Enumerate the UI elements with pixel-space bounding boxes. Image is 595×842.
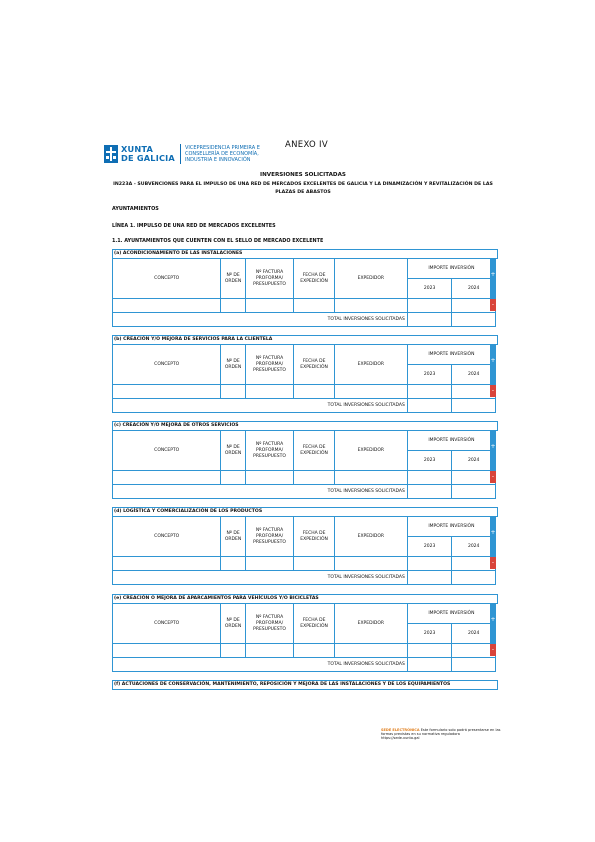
input-orden[interactable] (221, 471, 245, 485)
total-2023[interactable] (407, 658, 452, 672)
col-factura: Nº FACTURA PROFORMA/ PRESUPUESTO (245, 259, 294, 299)
investment-section (112, 507, 497, 587)
input-2023[interactable] (407, 385, 452, 399)
annex-label: ANEXO IV (285, 140, 328, 150)
total-2024[interactable] (452, 485, 496, 499)
remove-row-button[interactable]: - (490, 644, 496, 656)
add-row-button[interactable]: + (490, 258, 496, 298)
input-2024[interactable] (452, 385, 496, 399)
col-importe: IMPORTE INVERSIÓN (407, 345, 495, 365)
input-fecha[interactable] (294, 557, 335, 571)
total-label: TOTAL INVERSIONES SOLICITADAS (113, 313, 408, 327)
col-orden: Nº DE ORDEN (221, 604, 245, 644)
col-importe: IMPORTE INVERSIÓN (407, 259, 495, 279)
total-label: TOTAL INVERSIONES SOLICITADAS (113, 485, 408, 499)
col-concepto: CONCEPTO (113, 517, 221, 557)
input-2024[interactable] (452, 471, 496, 485)
col-factura: Nº FACTURA PROFORMA/ PRESUPUESTO (245, 431, 294, 471)
col-year-2023: 2023 (407, 537, 452, 557)
col-fecha: FECHA DE EXPEDICIÓN (294, 517, 335, 557)
input-expedidor[interactable] (334, 644, 407, 658)
col-year-2023: 2023 (407, 624, 452, 644)
total-2023[interactable] (407, 399, 452, 413)
input-concepto[interactable] (113, 644, 221, 658)
investment-section (112, 249, 497, 329)
section-header: (b) CREACIÓN Y/O MEJORA DE SERVICIOS PARA LA CLIENTELA (112, 335, 498, 345)
col-year-2024: 2024 (452, 365, 496, 385)
col-year-2023: 2023 (407, 451, 452, 471)
input-factura[interactable] (245, 644, 294, 658)
xunta-cross-icon (104, 145, 118, 163)
investment-section (112, 594, 497, 674)
input-2024[interactable] (452, 644, 496, 658)
section-f-header: (f) ACTUACIONES DE CONSERVACIÓN, MANTENIMIENTO, REPOSICIÓN Y MEJORA DE LAS INSTALACIONES Y DE LOS EQUIPAMIENTOS (112, 680, 498, 690)
input-orden[interactable] (221, 299, 245, 313)
logo-divider (180, 144, 181, 164)
col-factura: Nº FACTURA PROFORMA/ PRESUPUESTO (245, 517, 294, 557)
total-2023[interactable] (407, 313, 452, 327)
input-2023[interactable] (407, 471, 452, 485)
page-subtitle: IN223A - SUBVENCIONES PARA EL IMPULSO DE UNA RED DE MERCADOS EXCELENTES DE GALICIA Y LA DINAMIZACIÓN Y REVITALIZACIÓN DE LAS PLAZAS DE ABASTOS (113, 182, 493, 195)
col-fecha: FECHA DE EXPEDICIÓN (294, 604, 335, 644)
input-2024[interactable] (452, 299, 496, 313)
logo-line-2: DE GALICIA (121, 153, 175, 163)
col-year-2024: 2024 (452, 279, 496, 299)
footer (381, 728, 506, 741)
conselleria-line-3: INDUSTRIA E INNOVACIÓN (184, 157, 251, 163)
subline-label: 1.1. AYUNTAMIENTOS QUE CUENTEN CON EL SELLO DE MERCADO EXCELENTE (112, 238, 324, 244)
input-concepto[interactable] (113, 557, 221, 571)
col-expedidor: EXPEDIDOR (334, 431, 407, 471)
total-2023[interactable] (407, 485, 452, 499)
col-year-2023: 2023 (407, 365, 452, 385)
remove-row-button[interactable]: - (490, 557, 496, 569)
line-label: LÍNEA 1. IMPULSO DE UNA RED DE MERCADOS EXCELENTES (112, 223, 276, 229)
total-2024[interactable] (452, 658, 496, 672)
col-year-2024: 2024 (452, 451, 496, 471)
input-expedidor[interactable] (334, 557, 407, 571)
col-concepto: CONCEPTO (113, 259, 221, 299)
add-row-button[interactable]: + (490, 603, 496, 643)
header (104, 142, 281, 166)
col-expedidor: EXPEDIDOR (334, 604, 407, 644)
col-factura: Nº FACTURA PROFORMA/ PRESUPUESTO (245, 604, 294, 644)
col-expedidor: EXPEDIDOR (334, 345, 407, 385)
conselleria-line-1: VICEPRESIDENCIA PRIMEIRA E (184, 145, 260, 151)
input-fecha[interactable] (294, 644, 335, 658)
col-orden: Nº DE ORDEN (221, 259, 245, 299)
investment-table (112, 430, 496, 499)
col-year-2023: 2023 (407, 279, 452, 299)
input-orden[interactable] (221, 557, 245, 571)
page-title: INVERSIONES SOLICITADAS (260, 172, 346, 178)
investment-section (112, 335, 497, 415)
investment-table (112, 344, 496, 413)
sede-logo: SEDE ELECTRÓNICA (381, 728, 420, 732)
col-fecha: FECHA DE EXPEDICIÓN (294, 431, 335, 471)
add-row-button[interactable]: + (490, 516, 496, 556)
input-concepto[interactable] (113, 385, 221, 399)
col-year-2024: 2024 (452, 624, 496, 644)
total-label: TOTAL INVERSIONES SOLICITADAS (113, 571, 408, 585)
total-label: TOTAL INVERSIONES SOLICITADAS (113, 658, 408, 672)
investment-section (112, 421, 497, 501)
col-fecha: FECHA DE EXPEDICIÓN (294, 259, 335, 299)
input-concepto[interactable] (113, 471, 221, 485)
input-fecha[interactable] (294, 385, 335, 399)
footer-url[interactable]: https://sede.xunta.gal (381, 736, 420, 741)
col-concepto: CONCEPTO (113, 345, 221, 385)
add-row-button[interactable]: + (490, 430, 496, 470)
input-expedidor[interactable] (334, 385, 407, 399)
input-2023[interactable] (407, 557, 452, 571)
col-expedidor: EXPEDIDOR (334, 259, 407, 299)
col-expedidor: EXPEDIDOR (334, 517, 407, 557)
input-expedidor[interactable] (334, 299, 407, 313)
col-orden: Nº DE ORDEN (221, 517, 245, 557)
section-header: (d) LOGÍSTICA Y COMERCIALIZACIÓN DE LOS PRODUCTOS (112, 507, 498, 517)
input-factura[interactable] (245, 385, 294, 399)
input-fecha[interactable] (294, 471, 335, 485)
input-2023[interactable] (407, 299, 452, 313)
col-orden: Nº DE ORDEN (221, 345, 245, 385)
col-importe: IMPORTE INVERSIÓN (407, 517, 495, 537)
input-orden[interactable] (221, 385, 245, 399)
investment-table (112, 603, 496, 672)
total-2024[interactable] (452, 571, 496, 585)
col-orden: Nº DE ORDEN (221, 431, 245, 471)
total-2024[interactable] (452, 313, 496, 327)
input-factura[interactable] (245, 471, 294, 485)
col-importe: IMPORTE INVERSIÓN (407, 431, 495, 451)
col-concepto: CONCEPTO (113, 431, 221, 471)
input-concepto[interactable] (113, 299, 221, 313)
investment-table (112, 258, 496, 327)
input-factura[interactable] (245, 557, 294, 571)
section-header: (e) CREACIÓN O MEJORA DE APARCAMIENTOS PARA VEHÍCULOS Y/O BICICLETAS (112, 594, 498, 604)
footer-note: Este formulario solo podrá presentarse en las formas previstas en su normativa reguladora (381, 728, 501, 737)
add-row-button[interactable]: + (490, 344, 496, 384)
col-year-2024: 2024 (452, 537, 496, 557)
input-2024[interactable] (452, 557, 496, 571)
logo-line-1: XUNTA (121, 144, 154, 154)
col-concepto: CONCEPTO (113, 604, 221, 644)
col-importe: IMPORTE INVERSIÓN (407, 604, 495, 624)
conselleria-line-2: CONSELLERÍA DE ECONOMÍA, (184, 151, 259, 157)
col-fecha: FECHA DE EXPEDICIÓN (294, 345, 335, 385)
input-expedidor[interactable] (334, 471, 407, 485)
input-2023[interactable] (407, 644, 452, 658)
input-fecha[interactable] (294, 299, 335, 313)
remove-row-button[interactable]: - (490, 471, 496, 483)
section-header: (a) ACONDICIONAMIENTO DE LAS INSTALACIONES (112, 249, 498, 259)
ayuntamientos-label: AYUNTAMIENTOS (112, 206, 159, 212)
col-factura: Nº FACTURA PROFORMA/ PRESUPUESTO (245, 345, 294, 385)
total-label: TOTAL INVERSIONES SOLICITADAS (113, 399, 408, 413)
investment-table (112, 516, 496, 585)
total-2023[interactable] (407, 571, 452, 585)
remove-row-button[interactable]: - (490, 299, 496, 311)
input-orden[interactable] (221, 644, 245, 658)
total-2024[interactable] (452, 399, 496, 413)
remove-row-button[interactable]: - (490, 385, 496, 397)
xunta-logo-text (121, 145, 175, 163)
input-factura[interactable] (245, 299, 294, 313)
conselleria-name (185, 145, 281, 163)
section-header: (c) CREACIÓN Y/O MEJORA DE OTROS SERVICIOS (112, 421, 498, 431)
